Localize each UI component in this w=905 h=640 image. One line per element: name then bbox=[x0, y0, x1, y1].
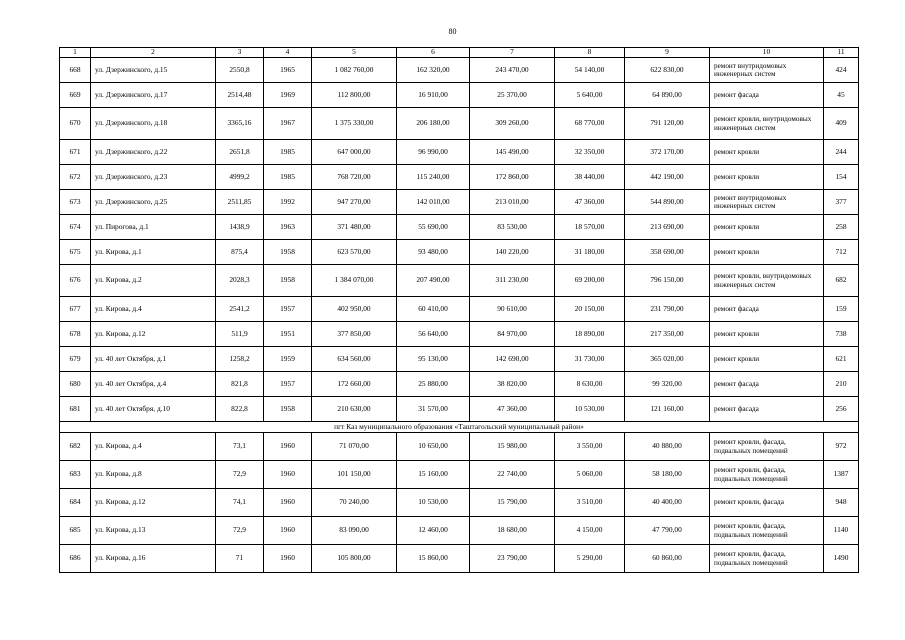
build-year: 1957 bbox=[264, 372, 312, 397]
address: ул. Кирова, д.1 bbox=[91, 240, 216, 265]
build-year: 1963 bbox=[264, 215, 312, 240]
cost-col6: 95 130,00 bbox=[397, 347, 470, 372]
build-year: 1960 bbox=[264, 489, 312, 517]
cost-col6: 15 860,00 bbox=[397, 545, 470, 573]
cost-col9: 47 790,00 bbox=[625, 517, 710, 545]
cost-col6: 206 180,00 bbox=[397, 108, 470, 140]
cost-col7: 311 230,00 bbox=[470, 265, 555, 297]
col11-value: 738 bbox=[824, 322, 859, 347]
cost-col7: 47 360,00 bbox=[470, 397, 555, 422]
cost-col6: 60 410,00 bbox=[397, 297, 470, 322]
cost-col7: 38 820,00 bbox=[470, 372, 555, 397]
row-number: 678 bbox=[60, 322, 91, 347]
cost-total: 71 070,00 bbox=[312, 433, 397, 461]
cost-total: 101 150,00 bbox=[312, 461, 397, 489]
row-number: 673 bbox=[60, 190, 91, 215]
area: 2550,8 bbox=[216, 58, 264, 83]
work-type: ремонт кровли, фасада bbox=[710, 489, 824, 517]
row-number: 672 bbox=[60, 165, 91, 190]
address: ул. Дзержинского, д.17 bbox=[91, 83, 216, 108]
table-row bbox=[60, 265, 859, 297]
cost-col6: 96 990,00 bbox=[397, 140, 470, 165]
table-row bbox=[60, 322, 859, 347]
work-type: ремонт кровли bbox=[710, 240, 824, 265]
work-type: ремонт фасада bbox=[710, 297, 824, 322]
cost-col9: 372 170,00 bbox=[625, 140, 710, 165]
area: 2511,85 bbox=[216, 190, 264, 215]
build-year: 1960 bbox=[264, 461, 312, 489]
cost-col8: 69 200,00 bbox=[555, 265, 625, 297]
table-row bbox=[60, 215, 859, 240]
column-number: 4 bbox=[264, 48, 312, 58]
cost-col6: 55 690,00 bbox=[397, 215, 470, 240]
cost-col9: 99 320,00 bbox=[625, 372, 710, 397]
table-row bbox=[60, 489, 859, 517]
cost-col9: 58 180,00 bbox=[625, 461, 710, 489]
work-type: ремонт кровли bbox=[710, 215, 824, 240]
cost-col6: 207 490,00 bbox=[397, 265, 470, 297]
build-year: 1958 bbox=[264, 265, 312, 297]
address: ул. Кирова, д.16 bbox=[91, 545, 216, 573]
table-row bbox=[60, 461, 859, 489]
cost-col9: 231 790,00 bbox=[625, 297, 710, 322]
table-row bbox=[60, 240, 859, 265]
cost-col8: 4 150,00 bbox=[555, 517, 625, 545]
cost-total: 402 950,00 bbox=[312, 297, 397, 322]
cost-total: 70 240,00 bbox=[312, 489, 397, 517]
work-type: ремонт фасада bbox=[710, 83, 824, 108]
work-type: ремонт кровли, фасада, подвальных помещений bbox=[710, 545, 824, 573]
cost-col8: 20 150,00 bbox=[555, 297, 625, 322]
cost-total: 768 720,00 bbox=[312, 165, 397, 190]
cost-col7: 15 980,00 bbox=[470, 433, 555, 461]
cost-col7: 145 490,00 bbox=[470, 140, 555, 165]
col11-value: 712 bbox=[824, 240, 859, 265]
build-year: 1960 bbox=[264, 517, 312, 545]
column-number: 6 bbox=[397, 48, 470, 58]
cost-total: 377 850,00 bbox=[312, 322, 397, 347]
row-number: 682 bbox=[60, 433, 91, 461]
table-row bbox=[60, 140, 859, 165]
cost-col9: 442 190,00 bbox=[625, 165, 710, 190]
table-row bbox=[60, 545, 859, 573]
cost-col8: 3 510,00 bbox=[555, 489, 625, 517]
cost-col6: 16 910,00 bbox=[397, 83, 470, 108]
row-number: 685 bbox=[60, 517, 91, 545]
column-number: 9 bbox=[625, 48, 710, 58]
col11-value: 682 bbox=[824, 265, 859, 297]
row-number: 677 bbox=[60, 297, 91, 322]
cost-col9: 60 860,00 bbox=[625, 545, 710, 573]
area: 73,1 bbox=[216, 433, 264, 461]
cost-col6: 15 160,00 bbox=[397, 461, 470, 489]
cost-total: 210 630,00 bbox=[312, 397, 397, 422]
cost-col9: 40 400,00 bbox=[625, 489, 710, 517]
column-number: 7 bbox=[470, 48, 555, 58]
page-number: 80 bbox=[448, 27, 457, 36]
cost-col9: 64 890,00 bbox=[625, 83, 710, 108]
build-year: 1985 bbox=[264, 165, 312, 190]
address: ул. 40 лет Октября, д.4 bbox=[91, 372, 216, 397]
address: ул. Дзержинского, д.23 bbox=[91, 165, 216, 190]
cost-col8: 5 060,00 bbox=[555, 461, 625, 489]
build-year: 1965 bbox=[264, 58, 312, 83]
table-row bbox=[60, 397, 859, 422]
cost-col6: 93 480,00 bbox=[397, 240, 470, 265]
work-type: ремонт кровли bbox=[710, 347, 824, 372]
col11-value: 1140 bbox=[824, 517, 859, 545]
column-number: 2 bbox=[91, 48, 216, 58]
repair-program-table bbox=[59, 47, 859, 573]
row-number: 686 bbox=[60, 545, 91, 573]
cost-col6: 12 460,00 bbox=[397, 517, 470, 545]
cost-col7: 90 610,00 bbox=[470, 297, 555, 322]
cost-col7: 84 970,00 bbox=[470, 322, 555, 347]
column-number: 10 bbox=[710, 48, 824, 58]
cost-total: 947 270,00 bbox=[312, 190, 397, 215]
cost-col9: 40 880,00 bbox=[625, 433, 710, 461]
cost-col6: 142 010,00 bbox=[397, 190, 470, 215]
cost-col8: 3 550,00 bbox=[555, 433, 625, 461]
area: 72,9 bbox=[216, 517, 264, 545]
col11-value: 244 bbox=[824, 140, 859, 165]
address: ул. Кирова, д.12 bbox=[91, 322, 216, 347]
build-year: 1960 bbox=[264, 545, 312, 573]
area: 3365,16 bbox=[216, 108, 264, 140]
build-year: 1958 bbox=[264, 240, 312, 265]
work-type: ремонт внутридомовых инженерных систем bbox=[710, 190, 824, 215]
cost-col6: 162 320,00 bbox=[397, 58, 470, 83]
cost-col6: 25 880,00 bbox=[397, 372, 470, 397]
cost-col9: 791 120,00 bbox=[625, 108, 710, 140]
cost-col7: 243 470,00 bbox=[470, 58, 555, 83]
cost-total: 112 800,00 bbox=[312, 83, 397, 108]
table-row bbox=[60, 517, 859, 545]
area: 2541,2 bbox=[216, 297, 264, 322]
row-number: 683 bbox=[60, 461, 91, 489]
area: 2651,8 bbox=[216, 140, 264, 165]
column-number: 5 bbox=[312, 48, 397, 58]
address: ул. Дзержинского, д.25 bbox=[91, 190, 216, 215]
work-type: ремонт внутридомовых инженерных систем bbox=[710, 58, 824, 83]
cost-col8: 5 290,00 bbox=[555, 545, 625, 573]
build-year: 1951 bbox=[264, 322, 312, 347]
address: ул. Кирова, д.4 bbox=[91, 297, 216, 322]
address: ул. Кирова, д.13 bbox=[91, 517, 216, 545]
col11-value: 377 bbox=[824, 190, 859, 215]
area: 822,8 bbox=[216, 397, 264, 422]
table-row bbox=[60, 58, 859, 83]
col11-value: 154 bbox=[824, 165, 859, 190]
work-type: ремонт кровли, фасада, подвальных помещений bbox=[710, 461, 824, 489]
row-number: 681 bbox=[60, 397, 91, 422]
cost-col6: 10 650,00 bbox=[397, 433, 470, 461]
table-row bbox=[60, 83, 859, 108]
table-row bbox=[60, 190, 859, 215]
area: 71 bbox=[216, 545, 264, 573]
area: 72,9 bbox=[216, 461, 264, 489]
area: 511,9 bbox=[216, 322, 264, 347]
build-year: 1969 bbox=[264, 83, 312, 108]
cost-col9: 796 150,00 bbox=[625, 265, 710, 297]
cost-total: 83 090,00 bbox=[312, 517, 397, 545]
area: 2028,3 bbox=[216, 265, 264, 297]
cost-col9: 622 830,00 bbox=[625, 58, 710, 83]
col11-value: 45 bbox=[824, 83, 859, 108]
table-row bbox=[60, 372, 859, 397]
work-type: ремонт кровли, фасада, подвальных помещений bbox=[710, 433, 824, 461]
cost-total: 1 082 760,00 bbox=[312, 58, 397, 83]
cost-col7: 25 370,00 bbox=[470, 83, 555, 108]
work-type: ремонт фасада bbox=[710, 397, 824, 422]
cost-col7: 83 530,00 bbox=[470, 215, 555, 240]
column-number: 11 bbox=[824, 48, 859, 58]
cost-col7: 18 680,00 bbox=[470, 517, 555, 545]
cost-col8: 54 140,00 bbox=[555, 58, 625, 83]
cost-total: 1 375 330,00 bbox=[312, 108, 397, 140]
row-number: 670 bbox=[60, 108, 91, 140]
cost-col8: 68 770,00 bbox=[555, 108, 625, 140]
col11-value: 621 bbox=[824, 347, 859, 372]
cost-col8: 18 890,00 bbox=[555, 322, 625, 347]
table-row bbox=[60, 347, 859, 372]
work-type: ремонт кровли, внутридомовых инженерных систем bbox=[710, 108, 824, 140]
cost-col7: 309 260,00 bbox=[470, 108, 555, 140]
cost-total: 1 384 070,00 bbox=[312, 265, 397, 297]
row-number: 668 bbox=[60, 58, 91, 83]
work-type: ремонт кровли, внутридомовых инженерных систем bbox=[710, 265, 824, 297]
cost-col6: 31 570,00 bbox=[397, 397, 470, 422]
column-number: 3 bbox=[216, 48, 264, 58]
cost-total: 634 560,00 bbox=[312, 347, 397, 372]
row-number: 684 bbox=[60, 489, 91, 517]
cost-col9: 121 160,00 bbox=[625, 397, 710, 422]
column-number: 8 bbox=[555, 48, 625, 58]
col11-value: 424 bbox=[824, 58, 859, 83]
area: 821,8 bbox=[216, 372, 264, 397]
address: ул. Кирова, д.2 bbox=[91, 265, 216, 297]
build-year: 1992 bbox=[264, 190, 312, 215]
cost-col7: 140 220,00 bbox=[470, 240, 555, 265]
col11-value: 1490 bbox=[824, 545, 859, 573]
area: 875,4 bbox=[216, 240, 264, 265]
row-number: 674 bbox=[60, 215, 91, 240]
cost-col8: 8 630,00 bbox=[555, 372, 625, 397]
column-number-row bbox=[60, 48, 859, 58]
table-row bbox=[60, 108, 859, 140]
cost-col9: 358 690,00 bbox=[625, 240, 710, 265]
cost-col7: 15 790,00 bbox=[470, 489, 555, 517]
address: ул. Кирова, д.4 bbox=[91, 433, 216, 461]
cost-total: 172 660,00 bbox=[312, 372, 397, 397]
address: ул. 40 лет Октября, д.1 bbox=[91, 347, 216, 372]
cost-col8: 38 440,00 bbox=[555, 165, 625, 190]
address: ул. Пирогова, д.1 bbox=[91, 215, 216, 240]
work-type: ремонт кровли, фасада, подвальных помещений bbox=[710, 517, 824, 545]
work-type: ремонт кровли bbox=[710, 140, 824, 165]
row-number: 671 bbox=[60, 140, 91, 165]
col11-value: 210 bbox=[824, 372, 859, 397]
col11-value: 258 bbox=[824, 215, 859, 240]
table-row bbox=[60, 433, 859, 461]
col11-value: 948 bbox=[824, 489, 859, 517]
row-number: 675 bbox=[60, 240, 91, 265]
area: 1438,9 bbox=[216, 215, 264, 240]
cost-col8: 10 530,00 bbox=[555, 397, 625, 422]
work-type: ремонт фасада bbox=[710, 372, 824, 397]
cost-col8: 5 640,00 bbox=[555, 83, 625, 108]
cost-col9: 217 350,00 bbox=[625, 322, 710, 347]
build-year: 1958 bbox=[264, 397, 312, 422]
row-number: 679 bbox=[60, 347, 91, 372]
cost-col8: 31 180,00 bbox=[555, 240, 625, 265]
cost-col7: 213 010,00 bbox=[470, 190, 555, 215]
cost-total: 105 800,00 bbox=[312, 545, 397, 573]
work-type: ремонт кровли bbox=[710, 322, 824, 347]
address: ул. 40 лет Октября, д.10 bbox=[91, 397, 216, 422]
cost-col7: 142 690,00 bbox=[470, 347, 555, 372]
column-number: 1 bbox=[60, 48, 91, 58]
row-number: 669 bbox=[60, 83, 91, 108]
cost-col6: 56 640,00 bbox=[397, 322, 470, 347]
address: ул. Кирова, д.12 bbox=[91, 489, 216, 517]
area: 2514,48 bbox=[216, 83, 264, 108]
build-year: 1967 bbox=[264, 108, 312, 140]
cost-col7: 22 740,00 bbox=[470, 461, 555, 489]
build-year: 1985 bbox=[264, 140, 312, 165]
cost-col8: 18 570,00 bbox=[555, 215, 625, 240]
section-row bbox=[60, 422, 859, 433]
area: 4999,2 bbox=[216, 165, 264, 190]
build-year: 1957 bbox=[264, 297, 312, 322]
cost-col6: 10 530,00 bbox=[397, 489, 470, 517]
table-row bbox=[60, 165, 859, 190]
cost-col9: 213 690,00 bbox=[625, 215, 710, 240]
cost-col8: 47 360,00 bbox=[555, 190, 625, 215]
address: ул. Дзержинского, д.22 bbox=[91, 140, 216, 165]
address: ул. Дзержинского, д.15 bbox=[91, 58, 216, 83]
work-type: ремонт кровли bbox=[710, 165, 824, 190]
row-number: 680 bbox=[60, 372, 91, 397]
cost-total: 623 570,00 bbox=[312, 240, 397, 265]
cost-col8: 31 730,00 bbox=[555, 347, 625, 372]
cost-col9: 365 020,00 bbox=[625, 347, 710, 372]
col11-value: 159 bbox=[824, 297, 859, 322]
col11-value: 972 bbox=[824, 433, 859, 461]
build-year: 1960 bbox=[264, 433, 312, 461]
col11-value: 256 bbox=[824, 397, 859, 422]
cost-total: 647 000,00 bbox=[312, 140, 397, 165]
address: ул. Кирова, д.8 bbox=[91, 461, 216, 489]
area: 1258,2 bbox=[216, 347, 264, 372]
table-row bbox=[60, 297, 859, 322]
row-number: 676 bbox=[60, 265, 91, 297]
cost-total: 371 480,00 bbox=[312, 215, 397, 240]
cost-col7: 172 860,00 bbox=[470, 165, 555, 190]
cost-col8: 32 350,00 bbox=[555, 140, 625, 165]
cost-col6: 115 240,00 bbox=[397, 165, 470, 190]
address: ул. Дзержинского, д.18 bbox=[91, 108, 216, 140]
section-title: пгт Каз муниципального образования «Таштагольский муниципальный район» bbox=[60, 422, 859, 433]
build-year: 1959 bbox=[264, 347, 312, 372]
col11-value: 1387 bbox=[824, 461, 859, 489]
cost-col7: 23 790,00 bbox=[470, 545, 555, 573]
area: 74,1 bbox=[216, 489, 264, 517]
cost-col9: 544 890,00 bbox=[625, 190, 710, 215]
col11-value: 409 bbox=[824, 108, 859, 140]
